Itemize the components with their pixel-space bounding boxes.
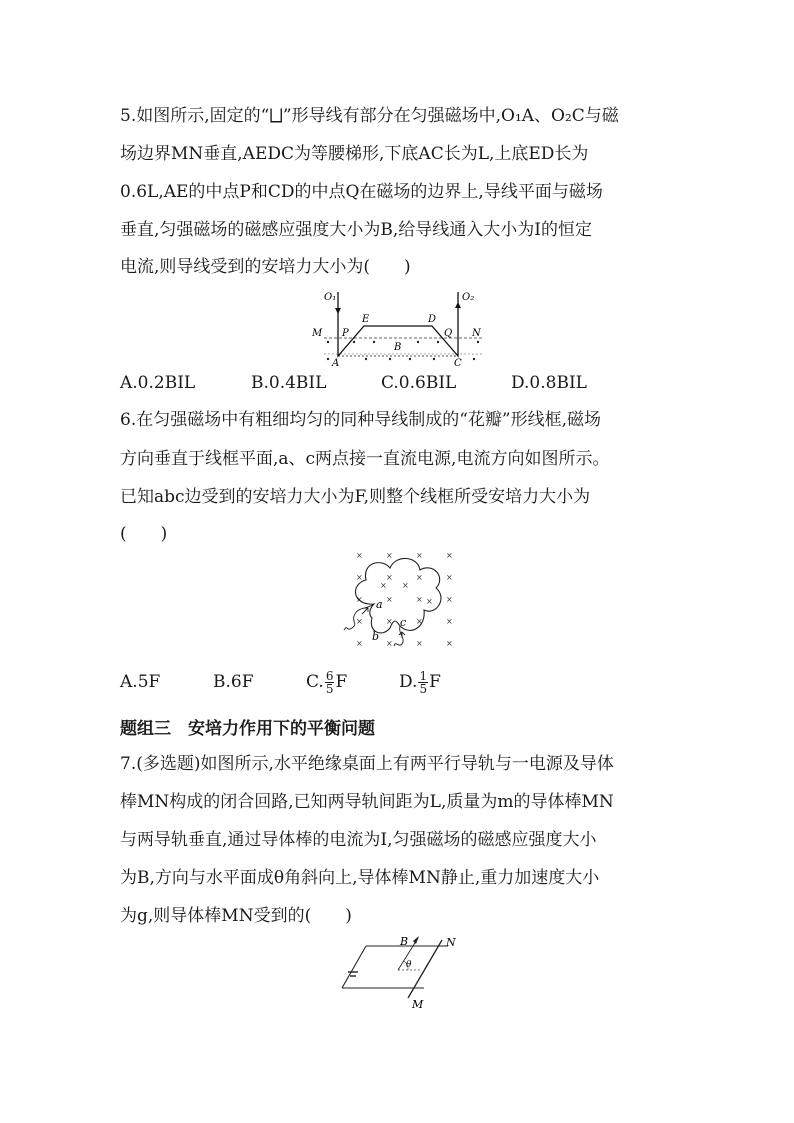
q6-options	[120, 668, 680, 696]
field-cross-mark: ×	[446, 595, 453, 604]
label-q: Q	[444, 328, 453, 339]
field-cross-mark: ×	[386, 595, 393, 604]
q6-option-b: B.6F	[213, 672, 254, 692]
label-o2: O₂	[462, 292, 475, 303]
q7-line-4: 为B,方向与水平面成θ角斜向上,导体棒MN静止,重力加速度大小	[120, 868, 600, 888]
q5-line-1: 5.如图所示,固定的“⨆”形导线有部分在匀强磁场中,O₁A、O₂C与磁	[120, 106, 619, 126]
q6-line-2: 方向垂直于线框平面,a、c两点接一直流电源,电流方向如图所示。	[120, 449, 610, 469]
label-c: C	[454, 358, 462, 368]
label-m: M	[412, 998, 424, 1011]
label-b: B	[400, 935, 409, 948]
field-cross-mark: ×	[426, 597, 433, 606]
section-heading: 题组三 安培力作用下的平衡问题	[120, 719, 375, 739]
q5-option-a: A.0.2BIL	[120, 373, 196, 393]
current-arrow-down-icon	[335, 308, 341, 314]
petal-loop	[356, 558, 441, 633]
q6-line-1: 6.在匀强磁场中有粗细均匀的同种导线制成的“花瓣”形线框,磁场	[120, 410, 602, 430]
q5-option-b: B.0.4BIL	[251, 373, 327, 393]
field-cross-mark: ×	[446, 551, 453, 560]
q5-line-2: 场边界MN垂直,AEDC为等腰梯形,下底AC长为L,上底ED长为	[120, 144, 589, 164]
q5-line-4: 垂直,匀强磁场的磁感应强度大小为B,给导线通入大小为I的恒定	[120, 220, 593, 240]
field-cross-mark: ×	[446, 617, 453, 626]
q6-option-a: A.5F	[120, 672, 161, 692]
field-b-arrow-icon	[413, 936, 419, 944]
label-n: N	[446, 936, 456, 949]
field-cross-mark: ×	[356, 551, 363, 560]
field-cross-mark: ×	[386, 551, 393, 560]
q7-line-5: 为g,则导体棒MN受到的( )	[120, 906, 352, 926]
current-arrow-in-icon	[362, 608, 368, 614]
label-b: b	[372, 630, 380, 643]
fraction: $\frac{1}{5}$	[419, 669, 428, 696]
rod-mn	[408, 940, 442, 998]
q6-line-3: 已知abc边受到的安培力大小为F,则整个线框所受安培力大小为	[120, 487, 591, 507]
q5-line-3: 0.6L,AE的中点P和CD的中点Q在磁场的边界上,导线平面与磁场	[120, 182, 603, 202]
q7-rails-figure	[336, 932, 466, 1012]
label-a: A	[332, 358, 340, 368]
q6-option-d: D. $\frac{1}{5}$ F	[399, 669, 441, 696]
field-cross-mark: ×	[416, 595, 423, 604]
label-m: M	[312, 328, 323, 339]
q5-options	[120, 371, 680, 395]
field-cross-mark: ×	[402, 581, 409, 590]
q6-line-4: ( )	[120, 524, 168, 544]
q5-trapezoid-wire-figure	[306, 284, 496, 368]
field-cross-mark: ×	[356, 595, 363, 604]
field-cross-mark: ×	[446, 573, 453, 582]
q6-option-c: C. $\frac{6}{5}$ F	[306, 669, 348, 696]
label-a: a	[376, 598, 383, 611]
label-b: B	[394, 342, 402, 353]
q7-line-1: 7.(多选题)如图所示,水平绝缘桌面上有两平行导轨与一电源及导体	[120, 754, 614, 774]
field-cross-mark: ×	[416, 639, 423, 648]
q5-line-5: 电流,则导线受到的安培力大小为( )	[120, 257, 411, 277]
field-cross-mark: ×	[416, 573, 423, 582]
field-cross-mark: ×	[416, 551, 423, 560]
fraction: $\frac{6}{5}$	[325, 669, 334, 696]
field-cross-mark: ×	[446, 639, 453, 648]
field-cross-mark: ×	[386, 617, 393, 626]
q5-option-d: D.0.8BIL	[511, 373, 587, 393]
rail-left	[342, 946, 366, 988]
field-cross-mark: ×	[386, 639, 393, 648]
field-cross-mark: ×	[386, 573, 393, 582]
label-e: E	[362, 314, 370, 325]
field-cross-mark: ×	[356, 617, 363, 626]
label-c: c	[400, 616, 407, 629]
field-cross-mark: ×	[356, 573, 363, 582]
label-n: N	[472, 328, 481, 339]
label-p: P	[342, 328, 349, 339]
field-cross-mark: ×	[356, 639, 363, 648]
current-arrow-up-icon	[455, 302, 461, 308]
label-d: D	[428, 314, 437, 325]
q6-petal-loop-figure	[338, 548, 458, 656]
q5-option-c: C.0.6BIL	[381, 373, 457, 393]
q7-line-3: 与两导轨垂直,通过导体棒的电流为I,匀强磁场的磁感应强度大小	[120, 830, 597, 850]
field-cross-mark: ×	[416, 617, 423, 626]
current-arrow-out-icon	[399, 632, 405, 638]
q7-line-2: 棒MN构成的闭合回路,已知两导轨间距为L,质量为m的导体棒MN	[120, 792, 614, 812]
field-cross-mark: ×	[380, 581, 387, 590]
label-o1: O₁	[324, 292, 337, 303]
label-theta: θ	[406, 960, 412, 970]
